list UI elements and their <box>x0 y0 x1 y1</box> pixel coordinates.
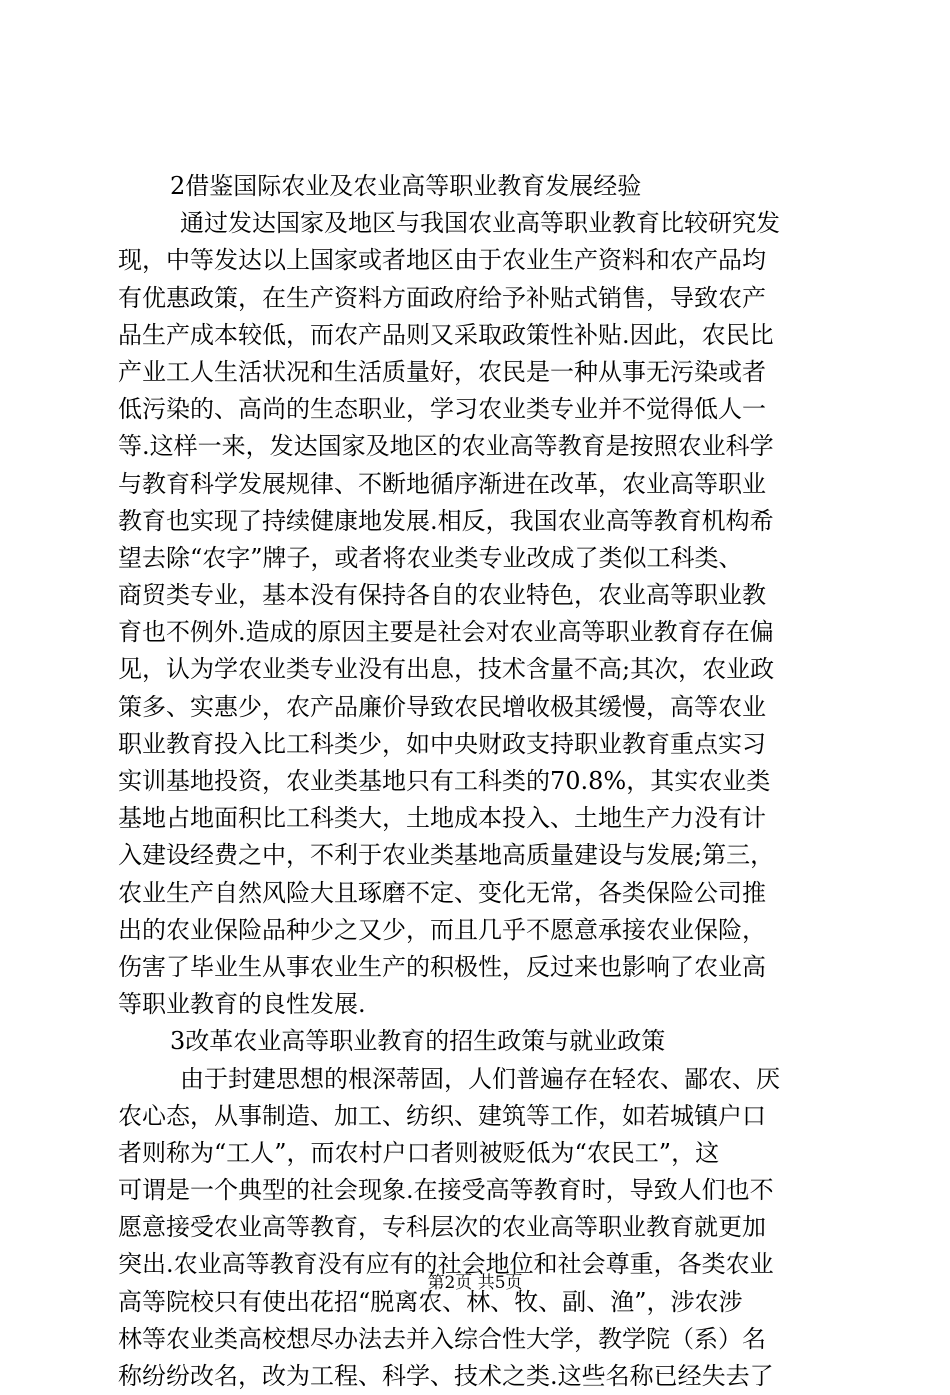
paragraph-line: 可谓是一个典型的社会现象.在接受高等教育时，导致人们也不 <box>118 1176 774 1205</box>
paragraph-line: 见，认为学农业类专业没有出息，技术含量不高;其次，农业政 <box>118 655 775 684</box>
paragraph-line: 实训基地投资，农业类基地只有工科类的70.8%，其实农业类 <box>118 767 771 795</box>
paragraph-line: 望去除“农字”牌子，或者将农业类专业改成了类似工科类、 <box>118 543 743 572</box>
paragraph-line: 商贸类专业，基本没有保持各自的农业特色，农业高等职业教 <box>118 581 766 610</box>
paragraph-line: 由于封建思想的根深蒂固，人们普遍存在轻农、鄙农、厌 <box>180 1064 780 1093</box>
paragraph-line: 通过发达国家及地区与我国农业高等职业教育比较研究发 <box>180 209 780 238</box>
paragraph-line: 育也不例外.造成的原因主要是社会对农业高等职业教育存在偏 <box>118 618 774 647</box>
paragraph-line: 农业生产自然风险大且琢磨不定、变化无常，各类保险公司推 <box>118 878 766 907</box>
paragraph-line: 者则称为“工人”，而农村户口者则被贬低为“农民工”，这 <box>118 1138 720 1167</box>
paragraph-line: 林等农业类高校想尽办法去并入综合性大学，教学院（系）名 <box>118 1324 766 1353</box>
paragraph-line: 产业工人生活状况和生活质量好，农民是一种从事无污染或者 <box>118 357 766 386</box>
section-heading: 2借鉴国际农业及农业高等职业教育发展经验 <box>170 172 642 200</box>
paragraph-line: 与教育科学发展规律、不断地循序渐进在改革，农业高等职业 <box>118 469 766 498</box>
paragraph-line: 等职业教育的良性发展. <box>118 990 366 1019</box>
paragraph-line: 基地占地面积比工科类大，土地成本投入、土地生产力没有计 <box>118 804 766 833</box>
paragraph-line: 品生产成本较低，而农产品则又采取政策性补贴.因此，农民比 <box>118 320 774 349</box>
paragraph-line: 农心态，从事制造、加工、纺织、建筑等工作，如若城镇户口 <box>118 1101 766 1130</box>
paragraph-line: 高等院校只有使出花招“脱离农、林、牧、副、渔”，涉农涉 <box>118 1287 743 1316</box>
paragraph-line: 低污染的、高尚的生态职业，学习农业类专业并不觉得低人一 <box>118 395 766 424</box>
document-body <box>118 168 833 1395</box>
paragraph-line: 出的农业保险品种少之又少，而且几乎不愿意承接农业保险， <box>118 915 766 944</box>
paragraph-line: 入建设经费之中，不利于农业类基地高质量建设与发展;第三， <box>118 841 775 870</box>
paragraph-line: 等.这样一来，发达国家及地区的农业高等教育是按照农业科学 <box>118 432 774 461</box>
paragraph-line: 愿意接受农业高等教育，专科层次的农业高等职业教育就更加 <box>118 1213 766 1242</box>
paragraph-line: 有优惠政策，在生产资料方面政府给予补贴式销售，导致农产 <box>118 283 766 312</box>
paragraph-line: 伤害了毕业生从事农业生产的积极性，反过来也影响了农业高 <box>118 952 766 981</box>
paragraph-line: 现，中等发达以上国家或者地区由于农业生产资料和农产品均 <box>118 246 766 275</box>
section-heading: 3改革农业高等职业教育的招生政策与就业政策 <box>170 1027 666 1056</box>
paragraph-line: 突出.农业高等教育没有应有的社会地位和社会尊重，各类农业 <box>118 1250 774 1279</box>
paragraph-line: 策多、实惠少，农产品廉价导致农民增收极其缓慢，高等农业 <box>118 692 766 721</box>
paragraph-line: 教育也实现了持续健康地发展.相反，我国农业高等教育机构希 <box>118 506 774 535</box>
page-number-footer: 第2页 共5页 <box>427 1273 523 1293</box>
paragraph-line: 称纷纷改名，改为工程、科学、技术之类.这些名称已经失去了 <box>118 1362 774 1390</box>
paragraph-line: 职业教育投入比工科类少，如中央财政支持职业教育重点实习 <box>118 729 766 758</box>
